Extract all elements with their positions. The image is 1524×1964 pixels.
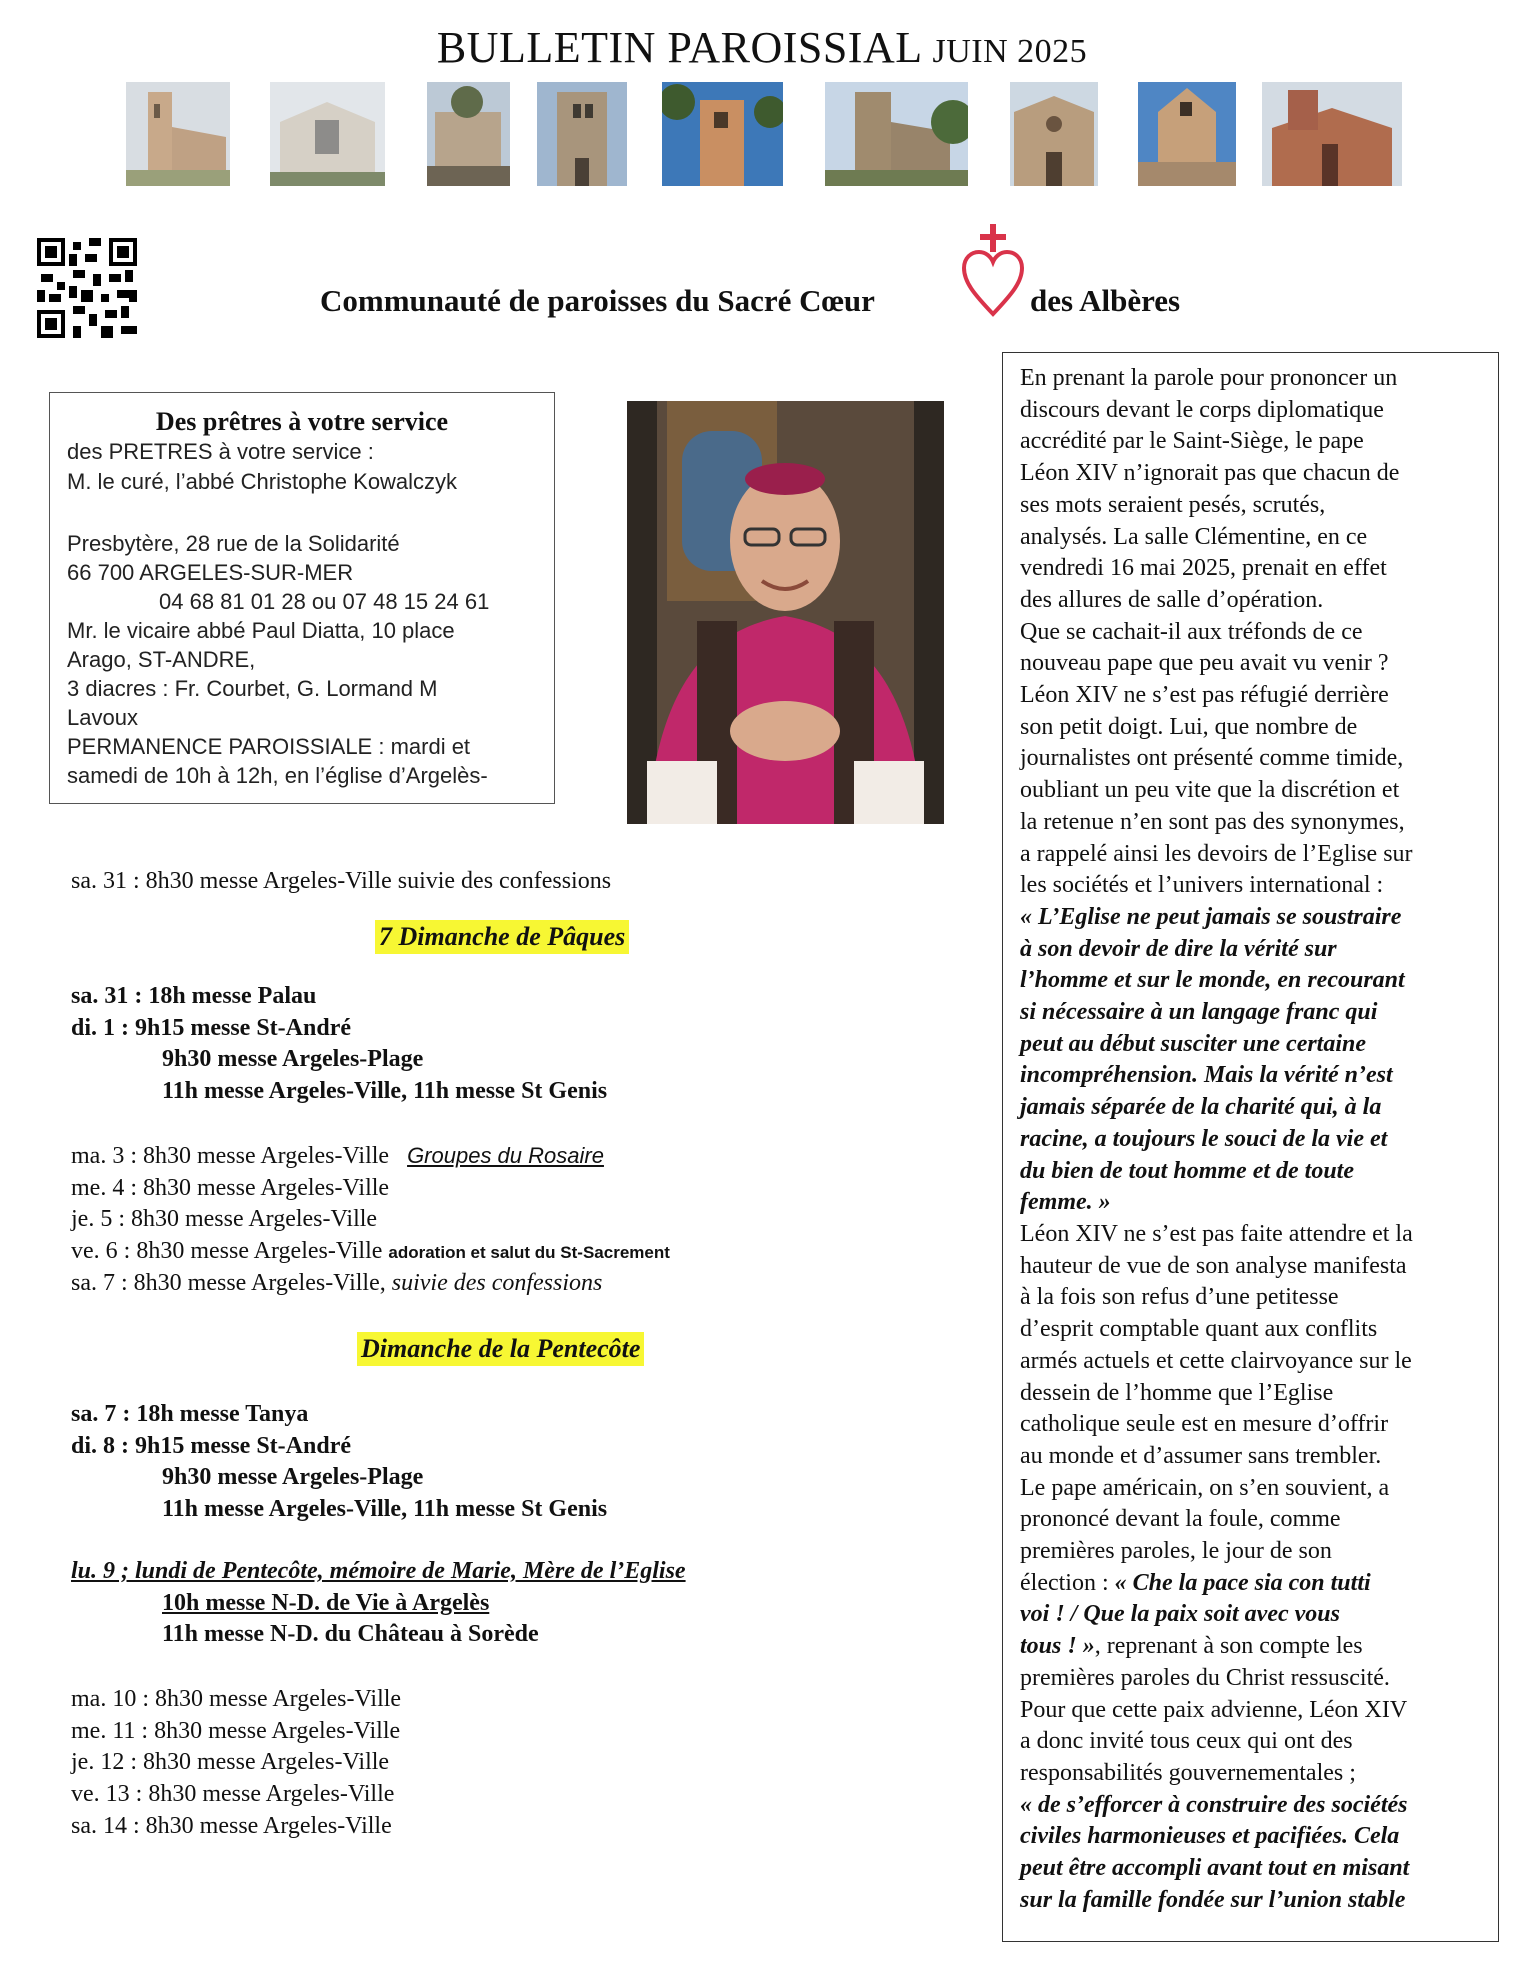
church-photo-3 (427, 82, 510, 186)
quote-line: voi ! / Que la paix soit avec vous (1020, 1601, 1340, 1628)
article-line: ses mots seraient pesés, scrutés, (1020, 491, 1326, 518)
schedule-line: sa. 31 : 8h30 messe Argeles-Ville suivie des confessions (71, 868, 612, 894)
quote-line: du bien de tout homme et de toute (1020, 1157, 1354, 1184)
schedule-line: ve. 6 : 8h30 messe Argeles-Ville adoration et salut du St-Sacrement (71, 1238, 670, 1264)
article-line: oubliant un peu vite que la discrétion et (1020, 777, 1400, 804)
quote-line: « L’Eglise ne peut jamais se soustraire (1020, 903, 1402, 930)
schedule-line: ve. 13 : 8h30 messe Argeles-Ville (71, 1781, 395, 1807)
priests-line: Presbytère, 28 rue de la Solidarité (67, 531, 400, 556)
article-line: Pour que cette paix advienne, Léon XIV (1020, 1696, 1408, 1723)
article-line: armés actuels et cette clairvoyance sur le (1020, 1347, 1412, 1374)
article-line: responsabilités gouvernementales ; (1020, 1759, 1356, 1786)
priests-line: M. le curé, l’abbé Christophe Kowalczyk (67, 469, 458, 494)
priests-line: Mr. le vicaire abbé Paul Diatta, 10 place (67, 618, 455, 643)
article-line: élection : « Che la pace sia con tutti (1020, 1569, 1371, 1596)
article-line: son petit doigt. Lui, que nombre de (1020, 713, 1358, 740)
article-line: En prenant la parole pour prononcer un (1020, 365, 1398, 391)
church-photo-1 (126, 82, 230, 186)
article-line: la retenue n’en sont pas des synonymes, (1020, 808, 1405, 835)
schedule-line: lu. 9 ; lundi de Pentecôte, mémoire de Marie, Mère de l’Eglise (71, 1558, 686, 1584)
article-line: les sociétés et l’univers international : (1020, 872, 1384, 899)
title-month: JUIN 2025 (932, 33, 1088, 70)
article-line: Le pape américain, on s’en souvient, a (1020, 1474, 1390, 1501)
adoration-note: adoration et salut du St-Sacrement (388, 1243, 670, 1262)
quote-line: sur la famille fondée sur l’union stable (1020, 1886, 1406, 1913)
priests-phone: 04 68 81 01 28 ou 07 48 15 24 61 (159, 589, 490, 614)
priests-line: 3 diacres : Fr. Courbet, G. Lormand M (67, 676, 438, 701)
article-line: au monde et d’assumer sans trembler. (1020, 1442, 1382, 1469)
article-line: journalistes ont présenté comme timide, (1020, 745, 1404, 772)
community-name: Communauté de paroisses du Sacré Cœur (320, 283, 875, 318)
quote-line: peut au début susciter une certaine (1020, 1030, 1367, 1057)
schedule-line: je. 5 : 8h30 messe Argeles-Ville (71, 1206, 378, 1232)
heading-pentecote: Dimanche de la Pentecôte (357, 1332, 644, 1366)
qr-code[interactable] (37, 238, 137, 338)
article-line: catholique seule est en mesure d’offrir (1020, 1411, 1389, 1438)
article-line: hauteur de vue de son analyse manifesta (1020, 1252, 1407, 1279)
article-line: prononcé devant la foule, comme (1020, 1506, 1341, 1533)
priests-line: Arago, ST-ANDRE, (67, 647, 256, 672)
article-line: discours devant le corps diplomatique (1020, 396, 1384, 423)
priests-box (49, 392, 555, 804)
quote-line: l’homme et sur le monde, en recourant (1020, 967, 1405, 994)
schedule-line: 9h30 messe Argeles-Plage (162, 1464, 424, 1490)
article-line: nouveau pape que peu avait vu venir ? (1020, 650, 1389, 677)
article-line: premières paroles du Christ ressuscité. (1020, 1664, 1390, 1691)
article-line: accrédité par le Saint-Siège, le pape (1020, 428, 1364, 455)
quote-line: si nécessaire à un langage franc qui (1020, 999, 1378, 1026)
priests-line: des PRETRES à votre service : (67, 439, 374, 464)
quote-line: femme. » (1020, 1189, 1111, 1216)
quote-line: peut être accompli avant tout en misant (1020, 1855, 1410, 1882)
church-photo-9 (1262, 82, 1402, 186)
church-photo-7 (1010, 82, 1098, 186)
schedule-line: ma. 10 : 8h30 messe Argeles-Ville (71, 1686, 402, 1712)
schedule-line: sa. 7 : 18h messe Tanya (71, 1401, 309, 1427)
quote-line: civiles harmonieuses et pacifiées. Cela (1020, 1823, 1400, 1850)
article-line: d’esprit comptable quant aux conflits (1020, 1316, 1378, 1343)
article-line: Que se cachait-il aux tréfonds de ce (1020, 618, 1363, 645)
article-box (1002, 352, 1499, 1942)
quote-line: « de s’efforcer à construire des sociétés (1020, 1791, 1408, 1818)
church-photo-2 (270, 82, 385, 186)
article-line: Léon XIV n’ignorait pas que chacun de (1020, 460, 1400, 487)
priests-heading: Des prêtres à votre service (155, 407, 449, 436)
article-line: Léon XIV ne s’est pas réfugié derrière (1020, 682, 1389, 709)
title-text: BULLETIN PAROISSIAL (436, 23, 921, 72)
schedule-line: sa. 31 : 18h messe Palau (71, 983, 317, 1009)
church-photo-5 (662, 82, 783, 186)
schedule-line: di. 8 : 9h15 messe St-André (71, 1433, 351, 1459)
community-suffix: des Albères (1030, 283, 1181, 318)
church-photo-6 (825, 82, 968, 186)
quote-line: à son devoir de dire la vérité sur (1020, 935, 1337, 962)
priests-line: Lavoux (67, 705, 138, 730)
rosaire-note: Groupes du Rosaire (407, 1143, 604, 1168)
schedule-line: 10h messe N-D. de Vie à Argelès (162, 1590, 490, 1616)
confessions-note: suivie des confessions (391, 1270, 603, 1296)
priests-line: 66 700 ARGELES-SUR-MER (67, 560, 354, 585)
article-line: a donc invité tous ceux qui ont des (1020, 1728, 1353, 1755)
priests-line: samedi de 10h à 12h, en l’église d’Argelès- (67, 763, 488, 788)
article-line: a rappelé ainsi les devoirs de l’Eglise sur (1020, 840, 1413, 867)
schedule-line: 11h messe N-D. du Château à Sorède (162, 1621, 539, 1647)
bulletin-title (0, 22, 1524, 73)
article-line: dessein de l’homme que l’Eglise (1020, 1379, 1334, 1406)
article-line: Léon XIV ne s’est pas faite attendre et la (1020, 1220, 1413, 1247)
quote-line: racine, a toujours le souci de la vie et (1020, 1125, 1388, 1152)
priests-line: PERMANENCE PAROISSIALE : mardi et (67, 734, 471, 759)
sacred-heart-icon (960, 222, 1026, 322)
article-line: tous ! », reprenant à son compte les (1020, 1633, 1363, 1660)
quote-line: incompréhension. Mais la vérité n’est (1020, 1062, 1393, 1089)
schedule-line: je. 12 : 8h30 messe Argeles-Ville (71, 1749, 390, 1775)
article-line: vendredi 16 mai 2025, prenait en effet (1020, 555, 1387, 582)
schedule-line: sa. 7 : 8h30 messe Argeles-Ville, suivie des confessions (71, 1270, 603, 1296)
quote-line: jamais séparée de la charité qui, à la (1020, 1094, 1382, 1121)
heading-paques: 7 Dimanche de Pâques (375, 920, 629, 954)
schedule-line: di. 1 : 9h15 messe St-André (71, 1015, 351, 1041)
schedule-line: sa. 14 : 8h30 messe Argeles-Ville (71, 1813, 392, 1839)
church-photo-4 (537, 82, 627, 186)
church-photo-8 (1138, 82, 1236, 186)
article-line: analysés. La salle Clémentine, en ce (1020, 523, 1368, 550)
pope-portrait (627, 401, 944, 824)
schedule-line: ma. 3 : 8h30 messe Argeles-Ville Groupes du Rosaire (71, 1143, 604, 1169)
article-line: des allures de salle d’opération. (1020, 586, 1324, 613)
article-line: premières paroles, le jour de son (1020, 1538, 1332, 1565)
schedule-line: me. 11 : 8h30 messe Argeles-Ville (71, 1718, 401, 1744)
schedule-line: 9h30 messe Argeles-Plage (162, 1046, 424, 1072)
schedule-line: 11h messe Argeles-Ville, 11h messe St Genis (162, 1496, 608, 1522)
schedule-line: 11h messe Argeles-Ville, 11h messe St Genis (162, 1078, 608, 1104)
article-line: à la fois son refus d’une petitesse (1020, 1284, 1339, 1311)
schedule-line: me. 4 : 8h30 messe Argeles-Ville (71, 1175, 390, 1201)
